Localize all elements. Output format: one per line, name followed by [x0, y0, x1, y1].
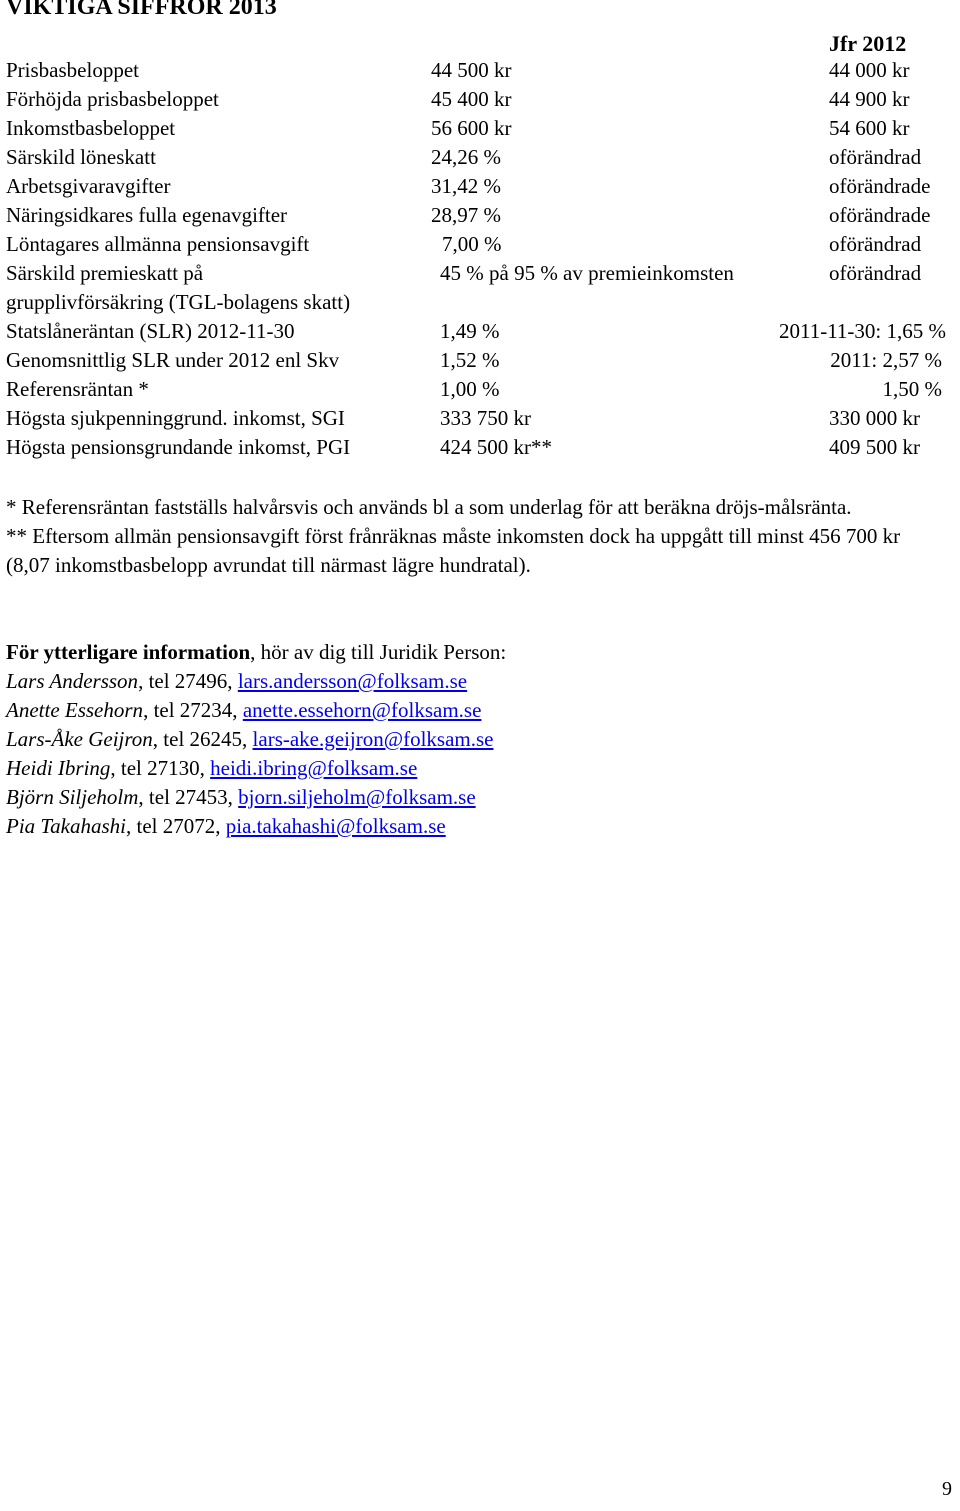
contact-item: [6, 725, 506, 754]
row-label: Inkomstbasbeloppet: [6, 116, 176, 140]
row-value: 333 750 kr: [440, 406, 531, 430]
row-label: Särskild löneskatt: [6, 145, 156, 169]
contact-section: [6, 638, 506, 841]
contact-name: Björn Siljeholm: [6, 785, 139, 809]
page-number: 9: [942, 1478, 952, 1500]
row-value: 1,49 %: [440, 319, 500, 343]
info-bold: För ytterligare information: [6, 640, 251, 664]
contact-email-link[interactable]: heidi.ibring@folksam.se: [210, 756, 418, 780]
contact-item: [6, 754, 506, 783]
row-label: Näringsidkares fulla egenavgifter: [6, 203, 288, 227]
row-compare: 54 600 kr: [829, 116, 910, 140]
contact-phone: , tel 27130,: [110, 756, 211, 780]
row-value: 45 % på 95 % av premieinkomsten: [440, 261, 734, 285]
row-value: 7,00 %: [442, 232, 502, 256]
table-row: [0, 319, 960, 348]
row-value: 44 500 kr: [431, 58, 512, 82]
row-label: Förhöjda prisbasbeloppet: [6, 87, 219, 111]
row-compare: 44 000 kr: [829, 58, 910, 82]
row-label: grupplivförsäkring (TGL-bolagens skatt): [6, 290, 351, 314]
contact-item: [6, 812, 506, 841]
table-row: [0, 232, 960, 261]
row-compare: oförändrad: [829, 232, 922, 256]
contact-phone: tel 27072,: [131, 814, 226, 838]
contact-email-link[interactable]: bjorn.siljeholm@folksam.se: [238, 785, 476, 809]
row-compare: 2011: 2,57 %: [830, 348, 942, 372]
table-row: [0, 290, 960, 319]
table-row: [0, 116, 960, 145]
row-label: Högsta pensionsgrundande inkomst, PGI: [6, 435, 351, 459]
row-label: Referensräntan *: [6, 377, 149, 401]
table-row: [0, 58, 960, 87]
contact-name: Anette Essehorn: [6, 698, 144, 722]
table-row: [0, 435, 960, 464]
contact-item: [6, 783, 506, 812]
row-label: Genomsnittlig SLR under 2012 enl Skv: [6, 348, 340, 372]
table-row: [0, 203, 960, 232]
row-compare: oförändrad: [829, 261, 922, 285]
contact-item: [6, 667, 506, 696]
row-compare: oförändrade: [829, 203, 931, 227]
row-value: 56 600 kr: [431, 116, 512, 140]
info-line: [6, 638, 506, 667]
table-row: [0, 261, 960, 290]
row-value: 1,52 %: [440, 348, 500, 372]
row-value: 31,42 %: [431, 174, 501, 198]
row-label: Högsta sjukpenninggrund. inkomst, SGI: [6, 406, 345, 430]
table-row: [0, 348, 960, 377]
row-compare: 1,50 %: [882, 377, 942, 401]
table-row: [0, 145, 960, 174]
row-label: Löntagares allmänna pensionsavgift: [6, 232, 310, 256]
row-label: Statslåneräntan (SLR) 2012-11-30: [6, 319, 295, 343]
table-row: [0, 377, 960, 406]
footnotes: [6, 493, 936, 580]
row-compare: oförändrade: [829, 174, 931, 198]
page-title: VIKTIGA SIFFROR 2013: [6, 0, 277, 20]
row-value: 424 500 kr**: [440, 435, 552, 459]
row-compare: 330 000 kr: [829, 406, 920, 430]
row-value: 45 400 kr: [431, 87, 512, 111]
contact-phone: , tel 27453,: [138, 785, 239, 809]
row-value: 28,97 %: [431, 203, 501, 227]
contact-name: Lars Andersson: [6, 669, 139, 693]
contact-name: Lars-Åke Geijron: [6, 727, 153, 751]
row-compare: 2011-11-30: 1,65 %: [778, 319, 946, 343]
contact-phone: , tel 27234,: [143, 698, 243, 722]
info-text: , hör av dig till Juridik Person:: [250, 640, 507, 664]
footnote-pension-fee: ** Eftersom allmän pensionsavgift först frånräknas måste inkomsten dock ha uppgått till minst 456 700 kr (8,07 inkomstbasbelopp avrundat till närmast lägre hundratal).: [6, 524, 901, 577]
row-label: Särskild premieskatt på: [6, 261, 204, 285]
contact-email-link[interactable]: lars-ake.geijron@folksam.se: [252, 727, 494, 751]
contact-email-link[interactable]: pia.takahashi@folksam.se: [225, 814, 446, 838]
row-label: Arbetsgivaravgifter: [6, 174, 171, 198]
contact-item: [6, 696, 506, 725]
table-row: [0, 174, 960, 203]
compare-column-header: Jfr 2012: [829, 31, 907, 56]
contact-phone: , tel 27496,: [138, 669, 238, 693]
table-row: [0, 87, 960, 116]
row-compare: oförändrad: [829, 145, 922, 169]
table-row: [0, 406, 960, 435]
contact-email-link[interactable]: lars.andersson@folksam.se: [237, 669, 468, 693]
contact-phone: , tel 26245,: [152, 727, 253, 751]
row-compare: 409 500 kr: [829, 435, 920, 459]
row-value: 24,26 %: [431, 145, 501, 169]
row-value: 1,00 %: [440, 377, 500, 401]
row-label: Prisbasbeloppet: [6, 58, 139, 82]
contact-email-link[interactable]: anette.essehorn@folksam.se: [242, 698, 482, 722]
footnote-reference-rate: * Referensräntan fastställs halvårsvis och används bl a som underlag för att beräkna dröjs-målsränta.: [6, 495, 852, 519]
contact-name: Pia Takahashi,: [6, 814, 132, 838]
contact-name: Heidi Ibring: [6, 756, 111, 780]
row-compare: 44 900 kr: [829, 87, 910, 111]
